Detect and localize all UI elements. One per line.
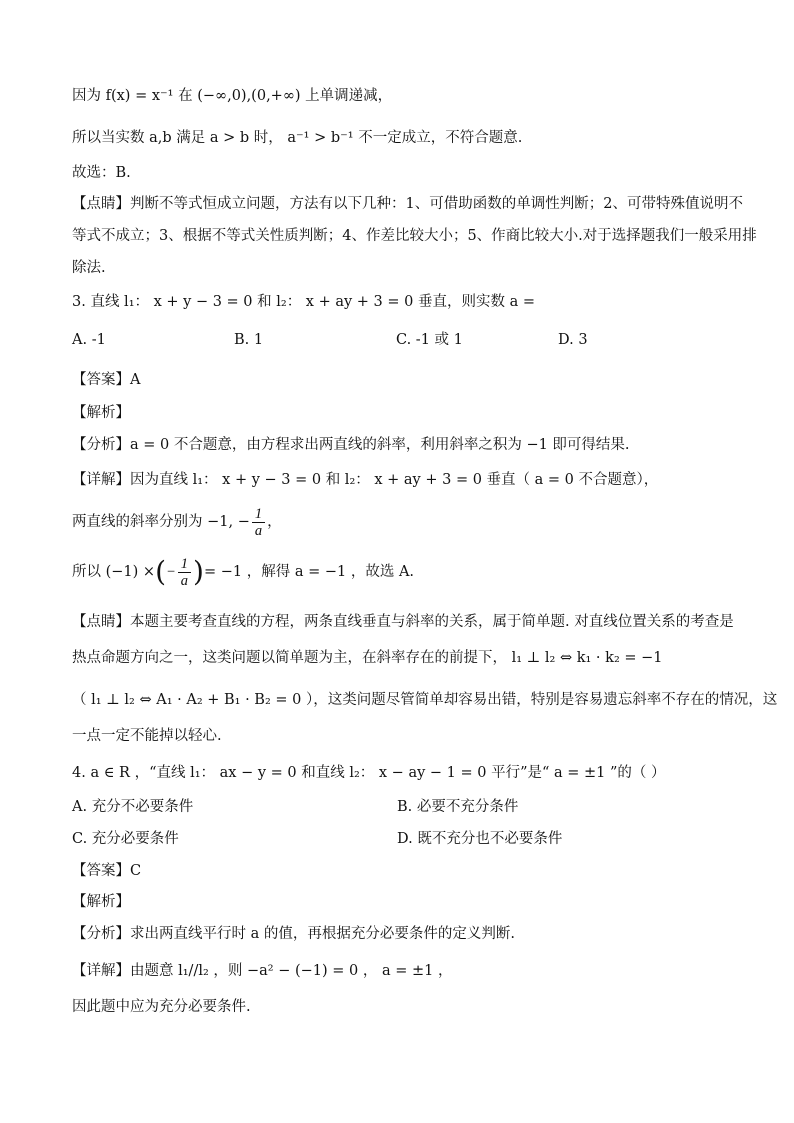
q4-option-d: D. 既不充分也不必要条件 <box>397 831 563 847</box>
text-line: （ l₁ ⊥ l₂ ⇔ A₁ · A₂ + B₁ · B₂ = 0 ），这类问题尽管简单却容易出错，特别是容易遗忘斜率不存在的情况，这 <box>72 692 778 708</box>
fraction-numerator: 1 <box>178 556 191 573</box>
question-4-stem: 4. a ∈ R ，“直线 l₁： ax − y = 0 和直线 l₂： x − ay − 1 = 0 平行”是“ a = ±1 ”的（ ） <box>72 765 666 781</box>
fraction-numerator: 1 <box>252 506 265 523</box>
text-line: 【详解】因为直线 l₁： x + y − 3 = 0 和 l₂： x + ay + 3 = 0 垂直（ a = 0 不合题意）， <box>72 472 659 488</box>
text-line: 【详解】由题意 l₁//l₂ ，则 −a² − (−1) = 0 ， a = ±1 ， <box>72 963 453 979</box>
paren-open: ( <box>155 555 166 588</box>
product-text-end: = −1 ，解得 a = −1 ，故选 A. <box>203 564 415 580</box>
fraction <box>178 556 191 589</box>
slopes-line <box>72 504 734 540</box>
slopes-text-end: ， <box>267 514 282 530</box>
text-line: 【分析】a = 0 不合题意，由方程求出两直线的斜率，利用斜率之积为 −1 即可得结果. <box>72 437 630 453</box>
text-line: 所以当实数 a,b 满足 a > b 时， a⁻¹ > b⁻¹ 不一定成立，不符合题意. <box>72 130 523 146</box>
product-line <box>72 552 734 592</box>
q3-option-c: C. -1 或 1 <box>396 332 463 348</box>
fraction-denominator: a <box>180 572 189 589</box>
slopes-text: 两直线的斜率分别为 −1, − <box>72 514 250 530</box>
paren-close: ) <box>193 555 204 588</box>
text-line: 【点睛】本题主要考查直线的方程，两条直线垂直与斜率的关系，属于简单题. 对直线位置关系的考查是 <box>72 614 734 630</box>
q3-option-a: A. -1 <box>72 332 106 348</box>
q4-option-a: A. 充分不必要条件 <box>72 799 194 815</box>
fraction-denominator: a <box>254 522 263 539</box>
text-line: 除法. <box>72 260 106 276</box>
q4-option-b: B. 必要不充分条件 <box>397 799 519 815</box>
text-line: 等式不成立；3、根据不等式关性质判断；4、作差比较大小；5、作商比较大小.对于选择题我们一般采用排 <box>72 228 757 244</box>
text-line: 热点命题方向之一，这类问题以简单题为主，在斜率存在的前提下， l₁ ⊥ l₂ ⇔ k₁ · k₂ = −1 <box>72 650 663 666</box>
text-line: 【分析】求出两直线平行时 a 的值，再根据充分必要条件的定义判断. <box>72 926 515 942</box>
text-line: 因为 f(x) = x⁻¹ 在 (−∞,0),(0,+∞) 上单调递减， <box>72 88 393 104</box>
answer-label: 【答案】A <box>72 372 141 388</box>
product-text: 所以 (−1) × <box>72 564 156 580</box>
fraction <box>252 506 265 539</box>
analysis-label: 【解析】 <box>72 405 130 421</box>
q3-option-b: B. 1 <box>234 332 264 348</box>
text-line: 故选：B. <box>72 165 131 181</box>
minus-sign: − <box>166 564 176 580</box>
answer-label: 【答案】C <box>72 863 142 879</box>
text-line: 因此题中应为充分必要条件. <box>72 999 251 1015</box>
q3-option-d: D. 3 <box>558 332 588 348</box>
q4-option-c: C. 充分必要条件 <box>72 831 179 847</box>
text-line: 一点一定不能掉以轻心. <box>72 728 222 744</box>
text-line: 【点睛】判断不等式恒成立问题，方法有以下几种：1、可借助函数的单调性判断；2、可带特殊值说明不 <box>72 196 743 212</box>
analysis-label: 【解析】 <box>72 894 130 910</box>
question-3-stem: 3. 直线 l₁： x + y − 3 = 0 和 l₂： x + ay + 3 = 0 垂直，则实数 a = <box>72 294 536 310</box>
